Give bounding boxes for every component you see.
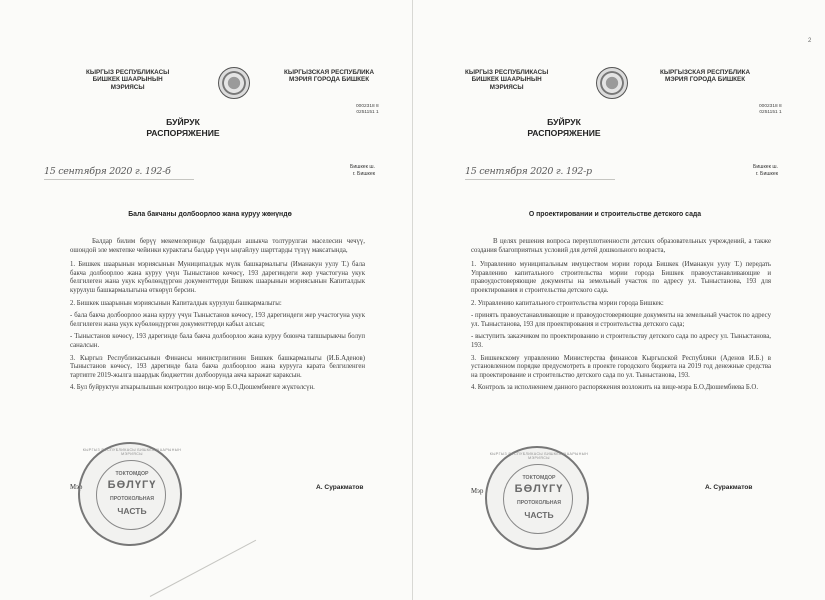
protocol-stamp [78, 442, 182, 546]
signature-name: А. Суракматов [705, 484, 753, 491]
document-title: Бала бакчаны долбоорлоо жана куруу жөнүндө [128, 211, 292, 218]
order-heading: БУЙРУК РАСПОРЯЖЕНИЕ [527, 117, 601, 138]
date-underline [465, 179, 615, 180]
list-item: 3. Бишкекскому управлению Министерства финансов Кыргызской Республики (Аденов И.Б.) в установленном порядке предусмотреть в проекте городского бюджета на 2019 год денежные средства на проектирование и строительство детского сада по ул. Тыныстанова, 193. [471, 354, 771, 379]
order-heading: БУЙРУК РАСПОРЯЖЕНИЕ [146, 117, 220, 138]
right-document-page [413, 0, 825, 600]
document-code: 0002318 8 0251151 1 [759, 104, 782, 115]
date-underline [44, 179, 194, 180]
place-text: Бишкек ш. г. Бишкек [753, 164, 778, 177]
handwritten-date: 15 сентября 2020 г. 192-р [465, 166, 592, 177]
state-emblem-icon [596, 67, 628, 99]
list-item: 1. Бишкек шаарынын мэриясынын Муниципалдык мүлк башкармалыгы (Иманакун уулу Т.) бала бакча долбоорлоо жана куруу үчүн Тыныстанов көчөсү, 193 дарегиндеги жер участогуна укук белгилеген жана укук күбөлөндүргөн документтерди Бишкек шаарынын мэриясынын Капиталдык курулуш башкармалыгына өткөрүп берсин. [70, 261, 365, 294]
document-body [471, 238, 771, 397]
stamp-line-2: БӨЛҮГҮ [514, 483, 564, 495]
document-code: 0002318 8 0251151 1 [356, 104, 379, 115]
list-item: 3. Кыргыз Республикасынын Финансы министрлигинин Бишкек башкармалыгы (И.Б.Аденов) Тыныстанов көчөсү, 193 дарегинде бала бакча долбоорлоо жана курууга карата белгиленген тартипте 2019-жылга шаардык бюджеттин долбоорунда акча каражат караксын. [70, 354, 365, 379]
list-item: - бала бакча долбоорлоо жана куруу үчүн Тыныстанов көчөсү, 193 дарегиндеги жер участогуна укук белгилеген жана укук күбөлөндүргөн документтерди кабыл алсын; [70, 312, 365, 328]
stamp-line-3: ПРОТОКОЛЬНАЯ [110, 496, 154, 502]
handwritten-date: 15 сентября 2020 г. 192-б [44, 166, 171, 177]
document-body [70, 238, 365, 397]
document-title: О проектировании и строительстве детского сада [528, 211, 702, 218]
intro-paragraph: В целях решения вопроса переуплотненности детских образовательных учреждений, а также создания благоприятных условий для детей дошкольного возраста, [471, 238, 771, 254]
stamp-line-1: ТОКТОМДОР [522, 475, 556, 481]
header-left-text: КЫРГЫЗ РЕСПУБЛИКАСЫ БИШКЕК ШААРЫНЫН МЭРИЯСЫ [465, 69, 549, 91]
list-item: 2. Управлению капитального строительства мэрии города Бишкек: [471, 299, 664, 307]
list-item: - принять правоустанавливающие и правоудостоверяющие документы на земельный участок по адресу ул. Тыныстанова, 193 для проектирования и строительства детского сада; [471, 312, 771, 328]
list-item: 4. Бул буйруктун аткарылышын контролдоо вице-мэр Б.О.Дюшембиевге жүктөлсүн. [70, 384, 315, 392]
signature-name: А. Суракматов [316, 484, 364, 491]
stamp-line-1: ТОКТОМДОР [115, 471, 149, 477]
list-item: 2. Бишкек шаарынын мэриясынын Капиталдык курулуш башкармалыгы: [70, 299, 282, 307]
stamp-line-4: ЧАСТЬ [117, 506, 147, 516]
signature-role: Мэр [70, 484, 83, 491]
header-right-text: КЫРГЫЗСКАЯ РЕСПУБЛИКА МЭРИЯ ГОРОДА БИШКЕК [660, 69, 751, 84]
list-item: - выступить заказчиком по проектированию и строительству детского сада по адресу ул. Тыныстанова, 193. [471, 333, 771, 349]
protocol-stamp [485, 446, 589, 550]
stamp-line-2: БӨЛҮГҮ [107, 479, 157, 491]
stamp-rim-text: КЫРГЫЗ РЕСПУБЛИКАСЫ БИШКЕК ШААРЫНЫН МЭРИЯСЫ [489, 452, 589, 460]
header-left-text: КЫРГЫЗ РЕСПУБЛИКАСЫ БИШКЕК ШААРЫНЫН МЭРИЯСЫ [86, 69, 170, 91]
header-right-text: КЫРГЫЗСКАЯ РЕСПУБЛИКА МЭРИЯ ГОРОДА БИШКЕК [284, 69, 375, 84]
list-item: 1. Управлению муниципальным имуществом мэрии города Бишкек (Иманакун уулу Т.) передать Управлению капитального строительства мэрии города Бишкек правоустанавливающие и правоудостоверяющие документы на земельный участок по адресу ул. Тыныстанова, 193 для проектирования и строительства детского сада. [471, 261, 771, 294]
scan-streak [150, 540, 256, 597]
place-text: Бишкек ш. г. Бишкек [350, 164, 375, 177]
stamp-rim-text: КЫРГЫЗ РЕСПУБЛИКАСЫ БИШКЕК ШААРЫНЫН МЭРИЯСЫ [82, 448, 182, 456]
page-corner-mark: 2 [808, 38, 812, 44]
stamp-line-3: ПРОТОКОЛЬНАЯ [517, 500, 561, 506]
state-emblem-icon [218, 67, 250, 99]
stamp-line-4: ЧАСТЬ [524, 510, 554, 520]
list-item: - Тыныстанов көчөсү, 193 дарегинде бала бакча долбоорлоо жана куруу боюнча тапшырыкчы болуп саналсын. [70, 333, 365, 349]
intro-paragraph: Балдар билим берүү мекемелеринде балдардын ашыкча толтурулган маселесин чечүү, ошондой эле мектепке чейинки курактагы балдар үчүн ыңгайлуу шарттарды түзүү максатында, [70, 238, 365, 254]
signature-role: Мэр [471, 488, 484, 495]
list-item: 4. Контроль за исполнением данного распоряжения возложить на вице-мэра Б.О.Дюшембиева Б.О. [471, 384, 759, 392]
